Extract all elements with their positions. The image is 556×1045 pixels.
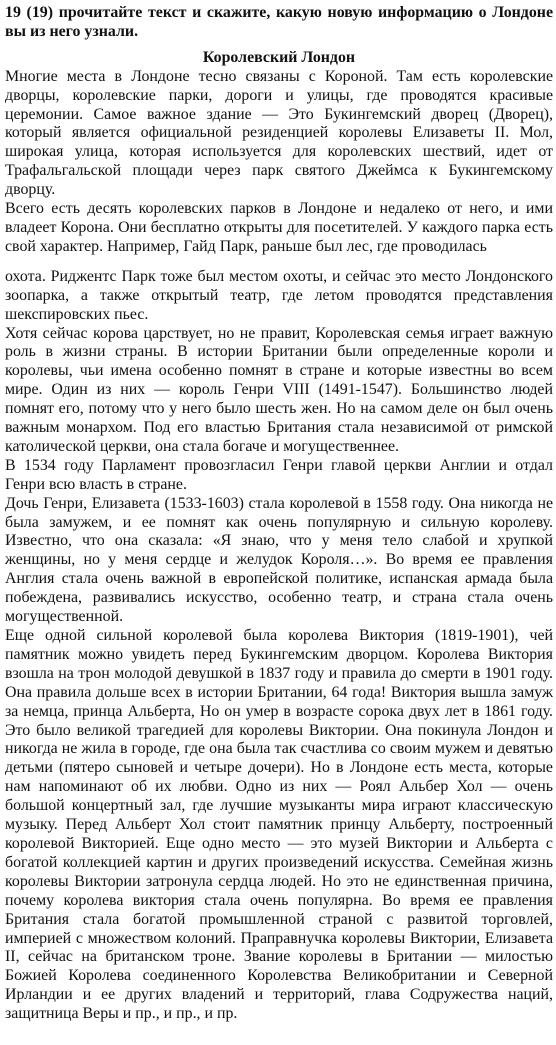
text-title: Королевский Лондон — [202, 48, 356, 66]
paragraph-2: Всего есть десять королевских парков в Лондоне и недалеко от него, и ими владеет Корона. Они бесплатно открыты для посетителей. У каждого парка есть свой характер. Например, Гайд Парк, раньше был лес, где проводилась — [5, 200, 553, 255]
paragraph-7: Еще одной сильной королевой была королева Виктория (1819-1901), чей памятник можно увидеть перед Букингемским дворцом. Королева Виктория взошла на трон молодой девушкой в 1837 году и правила до смерти в 1901 году. Она правила дольше всех в истории Британии, 64 года! Виктория вышла замуж за немца, принца Альберта, Но он умер в возрасте сорока двух лет в 1861 году. Это было великой трагедией для королевы Виктории. Она покинула Лондон и никогда не жила в городе, где она была так счастлива со своим мужем и девятью детьми (пятеро сыновей и четыре дочери). Но в Лондоне есть места, которые нам напоминают об их любви. Одно из них — Роял Альбер Хол — очень большой концертный зал, где лучшие музыканты мира играют классическую музыку. Перед Альберт Хол стоит памятник принцу Альберту, построенный королевой Викторией. Еще одно место — это музей Виктории и Альберта с богатой коллекцией картин и других произведений искусства. Семейная жизнь королевы Виктории затронула сердца людей. Но это не единственная причина, почему королева виктория стала очень популярна. Во время ее правления Британия стала богатой промышленной страной с развитой торговлей, империей с множеством колоний. Праправнучка королевы Виктории, Елизавета II, сейчас на британском троне. Звание королевы в Британии — милостью Божией Королева соединенного Королевства Великобритании и Северной Ирландии и ее других владений и территорий, глава Содружества наций, защитница Веры и пр., и пр., и пр. — [5, 627, 553, 1023]
paragraph-6: Дочь Генри, Елизавета (1533-1603) стала королевой в 1558 году. Она никогда не была замужем, и ее помнят как очень популярную и сильную королеву. Известно, что она сказала: «Я знаю, что у меня тело слабой и хрупкой женщины, но у меня сердце и желудок Короля…». Во время ее правления Англия стала очень важной в европейской политике, испанская армада была побеждена, развивались искусство, особенно театр, и страна стала очень могущественной. — [5, 494, 553, 626]
task-heading: 19 (19) прочитайте текст и скажите, какую новую информацию о Лондоне вы из него узнали. — [5, 4, 553, 40]
paragraph-1: Многие места в Лондоне тесно связаны с Короной. Там есть королевские дворцы, королевские парки, дороги и улицы, где проводятся красивые церемонии. Самое важное здание — Это Букингемский дворец (Дворец), который является официальной резиденцией королевы Елизаветы II. Мол, широкая улица, которая используется для королевских шествий, идет от Трафальгальской площади через парк святого Джеймса к Букингемскому дворцу. — [5, 67, 553, 199]
paragraph-3: охота. Риджентс Парк тоже был местом охоты, и сейчас это место Лондонского зоопарка, а также открытый театр, где летом проводятся представления шекспировских пьес. — [5, 267, 553, 323]
document-page — [5, 4, 553, 1024]
paragraph-5: В 1534 году Парламент провозгласил Генри главой церкви Англии и отдал Генри всю власть в стране. — [5, 456, 553, 493]
paragraph-4: Хотя сейчас корова царствует, но не правит, Королевская семья играет важную роль в жизни страны. В истории Британии были определенные короли и королевы, чьи имена особенно помнят в стране и которые известны во всем мире. Один из них — король Генри VIII (1491-1547). Большинство людей помнят его, потому что у него было шесть жен. Но на самом деле он был очень важным монархом. Под его властью Британия стала независимой от римской католической церкви, она стала богаче и могущественнее. — [5, 324, 553, 455]
